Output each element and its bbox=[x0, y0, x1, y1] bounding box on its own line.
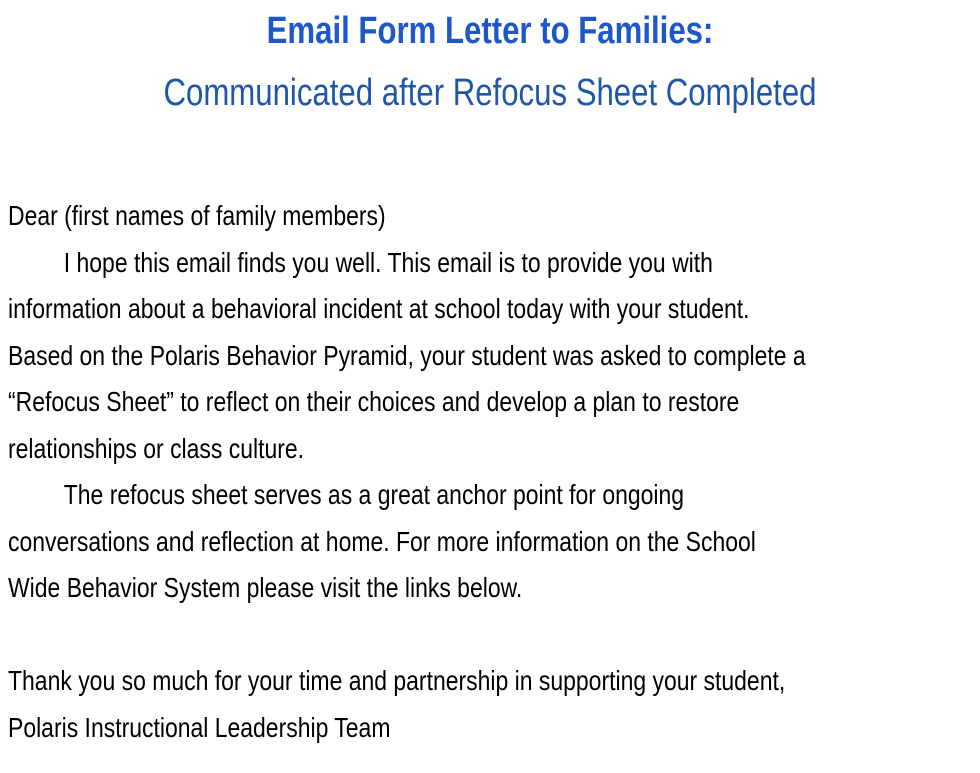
paragraph-2-line: Wide Behavior System please visit the links below. bbox=[8, 572, 523, 603]
paragraph-2-line: The refocus sheet serves as a great anchor point for ongoing bbox=[63, 479, 685, 510]
paragraph-1-line: I hope this email finds you well. This email is to provide you with bbox=[63, 246, 713, 278]
signature: Polaris Instructional Leadership Team bbox=[8, 711, 391, 743]
blank-line bbox=[8, 612, 951, 659]
paragraph-1-line: Based on the Polaris Behavior Pyramid, your student was asked to complete a bbox=[8, 339, 806, 371]
paragraph-1-line: “Refocus Sheet” to reflect on their choices and develop a plan to restore bbox=[8, 386, 740, 417]
page-title: Email Form Letter to Families: bbox=[266, 10, 714, 52]
salutation: Dear (first names of family members) bbox=[8, 200, 386, 231]
paragraph-1-line: information about a behavioral incident at school today with your student. bbox=[8, 293, 750, 324]
page-subtitle: Communicated after Refocus Sheet Completed bbox=[163, 72, 817, 114]
paragraph-1-line: relationships or class culture. bbox=[8, 432, 305, 464]
closing: Thank you so much for your time and partnership in supporting your student, bbox=[8, 665, 786, 696]
letter-body bbox=[8, 193, 951, 751]
paragraph-2-line: conversations and reflection at home. For more information on the School bbox=[8, 525, 756, 557]
